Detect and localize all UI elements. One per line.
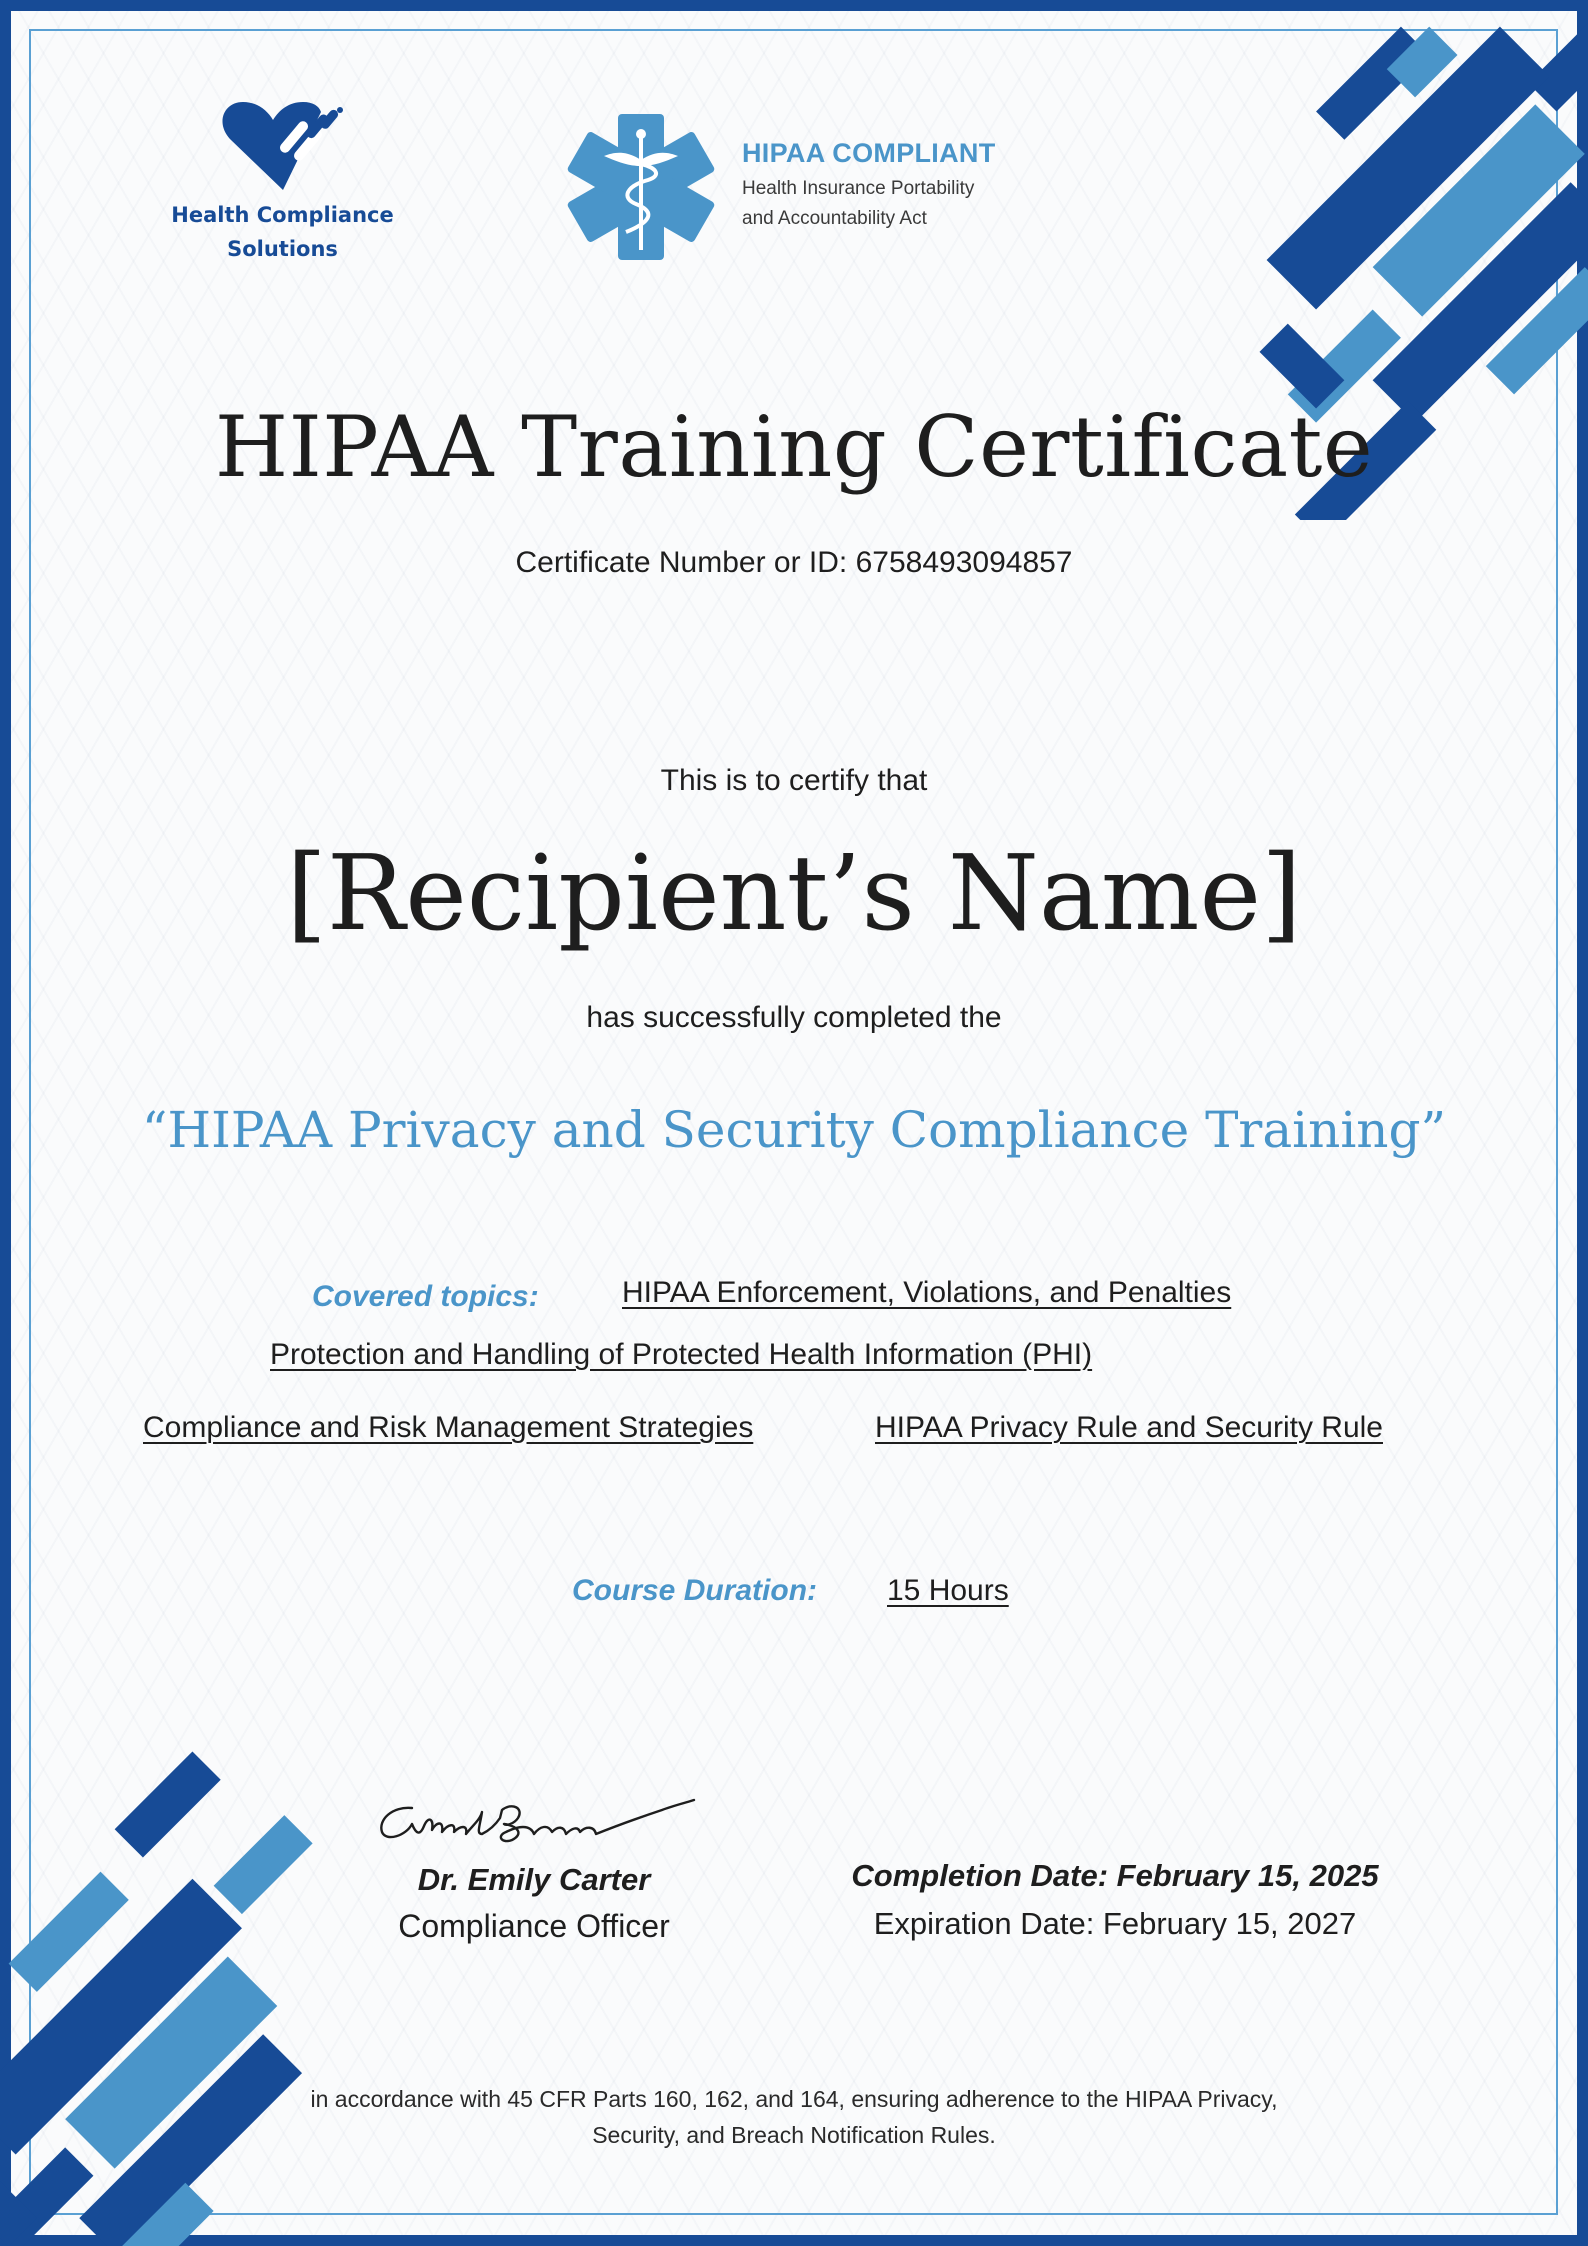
signature-image	[372, 1790, 697, 1850]
issuer-name-line2: Solutions	[227, 237, 338, 261]
topic-item: Compliance and Risk Management Strategies	[143, 1411, 754, 1444]
certify-intro-text: This is to certify that	[660, 764, 928, 797]
signer-role: Compliance Officer	[398, 1908, 670, 1944]
issuer-logo	[160, 98, 405, 273]
star-of-life-icon	[566, 112, 716, 262]
corner-decoration-bottom-left	[0, 1716, 360, 2246]
footer-line-1: in accordance with 45 CFR Parts 160, 162, and 164, ensuring adherence to the HIPAA Privacy,	[310, 2086, 1278, 2112]
course-duration-label: Course Duration:	[572, 1574, 818, 1607]
compliance-footer-note	[240, 2081, 1348, 2153]
expiration-date: Expiration Date: February 15, 2027	[873, 1906, 1357, 1941]
footer-line-2: Security, and Breach Notification Rules.	[592, 2122, 996, 2148]
certificate-number: Certificate Number or ID: 6758493094857	[515, 546, 1073, 579]
course-title: “HIPAA Privacy and Security Compliance Training”	[141, 1101, 1447, 1159]
signer-block	[334, 1862, 734, 1945]
topic-item: HIPAA Enforcement, Violations, and Penalties	[622, 1276, 1232, 1309]
hipaa-badge-title: HIPAA COMPLIANT	[742, 138, 996, 168]
completion-statement: has successfully completed the	[586, 1001, 1002, 1034]
covered-topics-label: Covered topics:	[312, 1280, 539, 1313]
signer-name: Dr. Emily Carter	[417, 1862, 651, 1897]
hipaa-compliant-badge	[566, 112, 1026, 262]
dates-block	[790, 1858, 1440, 1942]
course-duration-value: 15 Hours	[887, 1574, 1009, 1607]
completion-date: Completion Date: February 15, 2025	[851, 1858, 1379, 1893]
topic-item: HIPAA Privacy Rule and Security Rule	[875, 1411, 1383, 1444]
recipient-name: [Recipient’s Name]	[286, 832, 1302, 954]
certificate-title: HIPAA Training Certificate	[214, 398, 1374, 496]
hipaa-badge-subtitle-line1: Health Insurance Portability	[742, 178, 975, 199]
heart-icon	[213, 98, 353, 198]
hipaa-badge-subtitle-line2: and Accountability Act	[742, 208, 927, 229]
issuer-name-line1: Health Compliance	[171, 203, 394, 227]
topic-item: Protection and Handling of Protected Health Information (PHI)	[270, 1338, 1093, 1371]
